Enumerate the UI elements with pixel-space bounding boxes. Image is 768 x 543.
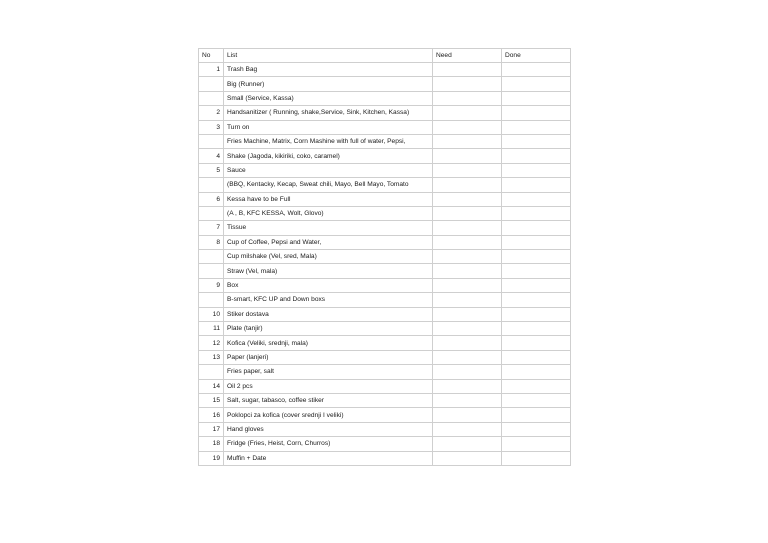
table-row xyxy=(199,178,571,192)
row-number-cell: 9 xyxy=(199,278,224,292)
row-item-cell: Poklopci za kofica (cover srednji I veliki) xyxy=(224,408,433,422)
header-need: Need xyxy=(433,49,502,63)
table-row xyxy=(199,451,571,465)
row-number-cell: 1 xyxy=(199,63,224,77)
table-row xyxy=(199,192,571,206)
row-item-cell: Sauce xyxy=(224,163,433,177)
row-done-cell[interactable] xyxy=(502,408,571,422)
row-number-cell: 19 xyxy=(199,451,224,465)
table-row xyxy=(199,206,571,220)
table-row xyxy=(199,322,571,336)
row-need-cell[interactable] xyxy=(433,91,502,105)
row-item-cell: Box xyxy=(224,278,433,292)
row-item-cell: Fridge (Fries, Heist, Corn, Churros) xyxy=(224,437,433,451)
row-done-cell[interactable] xyxy=(502,221,571,235)
row-need-cell[interactable] xyxy=(433,63,502,77)
checklist-table xyxy=(198,48,571,466)
header-no: No xyxy=(199,49,224,63)
table-row xyxy=(199,91,571,105)
row-number-cell xyxy=(199,77,224,91)
header-list: List xyxy=(224,49,433,63)
table-row xyxy=(199,163,571,177)
row-number-cell xyxy=(199,293,224,307)
row-need-cell[interactable] xyxy=(433,278,502,292)
row-need-cell[interactable] xyxy=(433,77,502,91)
checklist-body xyxy=(199,63,571,466)
row-need-cell[interactable] xyxy=(433,149,502,163)
row-item-cell: Kofica (Veliki, srednji, mala) xyxy=(224,336,433,350)
table-row xyxy=(199,106,571,120)
row-need-cell[interactable] xyxy=(433,307,502,321)
row-done-cell[interactable] xyxy=(502,134,571,148)
row-need-cell[interactable] xyxy=(433,120,502,134)
row-number-cell: 2 xyxy=(199,106,224,120)
row-done-cell[interactable] xyxy=(502,451,571,465)
row-done-cell[interactable] xyxy=(502,91,571,105)
row-done-cell[interactable] xyxy=(502,264,571,278)
row-item-cell: Shake (Jagoda, kikiriki, coko, caramel) xyxy=(224,149,433,163)
row-need-cell[interactable] xyxy=(433,393,502,407)
row-item-cell: Plate (tanjir) xyxy=(224,322,433,336)
table-row xyxy=(199,307,571,321)
row-item-cell: Muffin + Date xyxy=(224,451,433,465)
row-number-cell: 11 xyxy=(199,322,224,336)
row-need-cell[interactable] xyxy=(433,221,502,235)
row-need-cell[interactable] xyxy=(433,192,502,206)
table-row xyxy=(199,77,571,91)
row-number-cell: 14 xyxy=(199,379,224,393)
row-done-cell[interactable] xyxy=(502,322,571,336)
row-number-cell xyxy=(199,264,224,278)
row-done-cell[interactable] xyxy=(502,206,571,220)
row-need-cell[interactable] xyxy=(433,264,502,278)
row-done-cell[interactable] xyxy=(502,422,571,436)
row-number-cell xyxy=(199,206,224,220)
row-need-cell[interactable] xyxy=(433,106,502,120)
row-number-cell: 8 xyxy=(199,235,224,249)
row-done-cell[interactable] xyxy=(502,350,571,364)
row-item-cell: Big (Runner) xyxy=(224,77,433,91)
table-row xyxy=(199,437,571,451)
row-number-cell: 6 xyxy=(199,192,224,206)
row-item-cell: Turn on xyxy=(224,120,433,134)
row-number-cell: 3 xyxy=(199,120,224,134)
header-done: Done xyxy=(502,49,571,63)
row-done-cell[interactable] xyxy=(502,437,571,451)
row-item-cell: Oil 2 pcs xyxy=(224,379,433,393)
row-need-cell[interactable] xyxy=(433,322,502,336)
row-number-cell: 18 xyxy=(199,437,224,451)
table-row xyxy=(199,365,571,379)
table-row xyxy=(199,408,571,422)
table-row xyxy=(199,278,571,292)
table-row xyxy=(199,120,571,134)
row-item-cell: Small (Service, Kassa) xyxy=(224,91,433,105)
row-done-cell[interactable] xyxy=(502,149,571,163)
table-row xyxy=(199,336,571,350)
table-row xyxy=(199,393,571,407)
row-need-cell[interactable] xyxy=(433,206,502,220)
row-need-cell[interactable] xyxy=(433,365,502,379)
row-need-cell[interactable] xyxy=(433,437,502,451)
row-number-cell xyxy=(199,178,224,192)
row-done-cell[interactable] xyxy=(502,192,571,206)
table-row xyxy=(199,221,571,235)
row-number-cell xyxy=(199,134,224,148)
row-done-cell[interactable] xyxy=(502,106,571,120)
row-done-cell[interactable] xyxy=(502,77,571,91)
row-item-cell: Cup milshake (Vel, sred, Mala) xyxy=(224,250,433,264)
row-need-cell[interactable] xyxy=(433,134,502,148)
row-item-cell: Hand gloves xyxy=(224,422,433,436)
row-number-cell: 13 xyxy=(199,350,224,364)
row-item-cell: (BBQ, Kentacky, Kecap, Sweat chili, Mayo, Bell Mayo, Tomato xyxy=(224,178,433,192)
table-row xyxy=(199,264,571,278)
row-done-cell[interactable] xyxy=(502,63,571,77)
row-done-cell[interactable] xyxy=(502,178,571,192)
row-number-cell xyxy=(199,365,224,379)
row-item-cell: Salt, sugar, tabasco, coffee stiker xyxy=(224,393,433,407)
row-item-cell: B-smart, KFC UP and Down boxs xyxy=(224,293,433,307)
row-item-cell: Fries paper, salt xyxy=(224,365,433,379)
row-item-cell: Kessa have to be Full xyxy=(224,192,433,206)
row-done-cell[interactable] xyxy=(502,278,571,292)
row-need-cell[interactable] xyxy=(433,163,502,177)
row-done-cell[interactable] xyxy=(502,235,571,249)
table-row xyxy=(199,63,571,77)
row-need-cell[interactable] xyxy=(433,250,502,264)
row-done-cell[interactable] xyxy=(502,379,571,393)
table-row xyxy=(199,134,571,148)
row-need-cell[interactable] xyxy=(433,408,502,422)
table-row xyxy=(199,250,571,264)
row-done-cell[interactable] xyxy=(502,365,571,379)
table-row xyxy=(199,149,571,163)
row-done-cell[interactable] xyxy=(502,336,571,350)
row-need-cell[interactable] xyxy=(433,178,502,192)
row-done-cell[interactable] xyxy=(502,393,571,407)
row-item-cell: Straw (Vel, mala) xyxy=(224,264,433,278)
row-item-cell: Tissue xyxy=(224,221,433,235)
row-item-cell: Paper (lanjeri) xyxy=(224,350,433,364)
row-number-cell: 4 xyxy=(199,149,224,163)
row-need-cell[interactable] xyxy=(433,235,502,249)
table-row xyxy=(199,235,571,249)
header-row xyxy=(199,49,571,63)
row-need-cell[interactable] xyxy=(433,422,502,436)
row-number-cell: 17 xyxy=(199,422,224,436)
row-number-cell: 7 xyxy=(199,221,224,235)
row-item-cell: Cup of Coffee, Pepsi and Water, xyxy=(224,235,433,249)
table-row xyxy=(199,293,571,307)
row-item-cell: (A , B, KFC KESSA, Wolt, Glovo) xyxy=(224,206,433,220)
row-done-cell[interactable] xyxy=(502,307,571,321)
table-row xyxy=(199,350,571,364)
row-number-cell xyxy=(199,91,224,105)
row-need-cell[interactable] xyxy=(433,336,502,350)
row-done-cell[interactable] xyxy=(502,163,571,177)
table-row xyxy=(199,379,571,393)
row-need-cell[interactable] xyxy=(433,293,502,307)
row-number-cell: 12 xyxy=(199,336,224,350)
row-need-cell[interactable] xyxy=(433,451,502,465)
row-number-cell: 5 xyxy=(199,163,224,177)
row-done-cell[interactable] xyxy=(502,293,571,307)
row-need-cell[interactable] xyxy=(433,350,502,364)
checklist-sheet xyxy=(198,48,571,466)
row-item-cell: Handsanitizer ( Running, shake,Service, Sink, Kitchen, Kassa) xyxy=(224,106,433,120)
table-row xyxy=(199,422,571,436)
row-number-cell xyxy=(199,250,224,264)
row-number-cell: 10 xyxy=(199,307,224,321)
row-item-cell: Fries Machine, Matrix, Corn Mashine with full of water, Pepsi, xyxy=(224,134,433,148)
row-done-cell[interactable] xyxy=(502,120,571,134)
row-need-cell[interactable] xyxy=(433,379,502,393)
row-item-cell: Stiker dostava xyxy=(224,307,433,321)
row-number-cell: 16 xyxy=(199,408,224,422)
row-number-cell: 15 xyxy=(199,393,224,407)
row-item-cell: Trash Bag xyxy=(224,63,433,77)
row-done-cell[interactable] xyxy=(502,250,571,264)
